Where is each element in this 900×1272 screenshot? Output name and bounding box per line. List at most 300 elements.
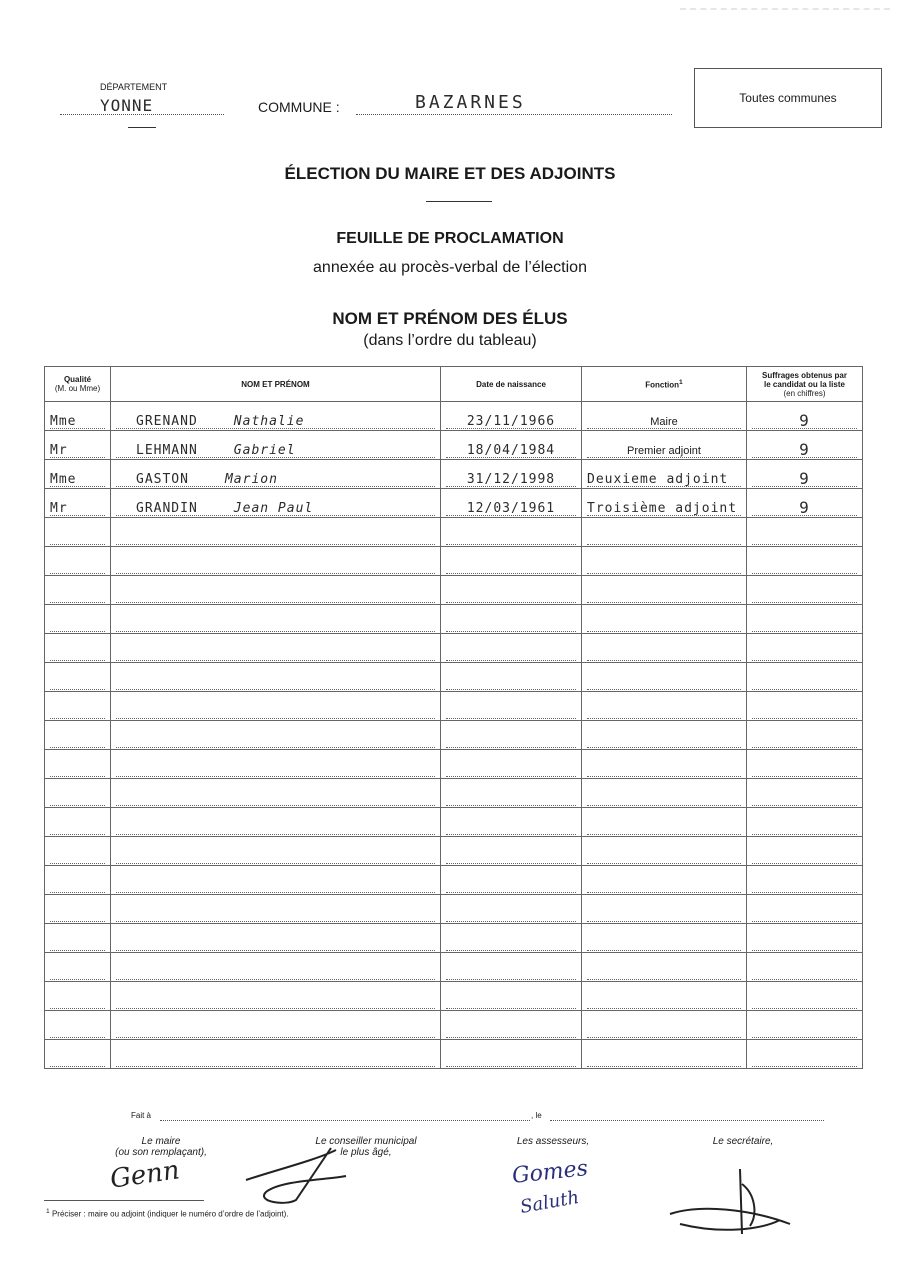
table-row: [45, 866, 863, 895]
cell-line: [50, 675, 105, 690]
cell-line: [116, 1023, 435, 1038]
cell-fonction: [582, 547, 747, 576]
cell-fonction-value: Maire: [650, 415, 678, 428]
cell-suffrages: [747, 750, 863, 779]
cell-suffrages: [747, 576, 863, 605]
cell-line: [587, 733, 741, 748]
cell-line: [446, 965, 576, 980]
cell-line: [752, 646, 857, 661]
cell-line: [752, 1052, 857, 1067]
cell-nom-value: GASTON: [136, 471, 189, 487]
cell-qualite: [45, 837, 111, 866]
cell-fonction: [582, 953, 747, 982]
cell-suffrages: [747, 721, 863, 750]
table-row: [45, 431, 863, 460]
cell-line: [446, 530, 576, 545]
departement-label: DÉPARTEMENT: [100, 82, 168, 92]
header-fonction: Fonction$^1$: [582, 367, 747, 402]
cell-suffrages: [747, 982, 863, 1011]
date-field: [550, 1112, 824, 1121]
cell-line: [50, 1023, 105, 1038]
cell-qualite: [45, 663, 111, 692]
cell-naissance: [441, 634, 582, 663]
cell-naissance: [441, 808, 582, 837]
table-row: [45, 750, 863, 779]
cell-line: [446, 936, 576, 951]
cell-line: [446, 1052, 576, 1067]
cell-line: [587, 530, 741, 545]
cell-qualite: [45, 750, 111, 779]
table-row: [45, 895, 863, 924]
cell-line: [50, 501, 105, 516]
cell-line: [587, 878, 741, 893]
cell-fonction: [582, 924, 747, 953]
cell-line: [50, 762, 105, 777]
cell-qualite: [45, 576, 111, 605]
cell-line: [446, 472, 576, 487]
cell-suffrages: [747, 460, 863, 489]
cell-line: [587, 704, 741, 719]
cell-suffrages: [747, 953, 863, 982]
cell-line: [752, 443, 857, 458]
cell-line: [587, 849, 741, 864]
cell-qualite-value: Mme: [50, 413, 77, 429]
cell-nom: [111, 431, 441, 460]
cell-line: [50, 936, 105, 951]
commune-value: BAZARNES: [415, 92, 526, 113]
table-row: [45, 489, 863, 518]
table-row: [45, 721, 863, 750]
cell-line: [50, 733, 105, 748]
cell-fonction-value: Premier adjoint: [627, 444, 701, 457]
cell-line: [116, 907, 435, 922]
cell-naissance: [441, 605, 582, 634]
cell-line: [752, 559, 857, 574]
cell-fonction: [582, 605, 747, 634]
conseiller-signature: [236, 1140, 356, 1210]
cell-line: [587, 994, 741, 1009]
cell-naissance: [441, 1040, 582, 1069]
cell-line: [116, 675, 435, 690]
cell-line: [116, 617, 435, 632]
cell-line: [752, 675, 857, 690]
cell-line: [116, 414, 435, 429]
cell-line: [446, 878, 576, 893]
cell-suffrages: [747, 808, 863, 837]
cell-naissance: [441, 982, 582, 1011]
cell-qualite-value: Mr: [50, 442, 68, 458]
cell-suffrages: [747, 518, 863, 547]
cell-line: [116, 588, 435, 603]
cell-line: [752, 588, 857, 603]
table-row: [45, 634, 863, 663]
cell-nom: [111, 750, 441, 779]
cell-line: [446, 414, 576, 429]
page-title: ÉLECTION DU MAIRE ET DES ADJOINTS: [284, 164, 616, 183]
cell-qualite: [45, 866, 111, 895]
table-row: [45, 1040, 863, 1069]
cell-fonction: [582, 518, 747, 547]
cell-qualite: [45, 518, 111, 547]
cell-suffrages: [747, 663, 863, 692]
cell-fonction-value: Deuxieme adjoint: [587, 471, 729, 487]
cell-nom: [111, 1011, 441, 1040]
commune-type-box: [694, 68, 882, 128]
cell-suffrages-value: 9: [799, 442, 810, 458]
cell-nom: [111, 547, 441, 576]
cell-nom: [111, 837, 441, 866]
cell-qualite: [45, 895, 111, 924]
cell-line: [116, 530, 435, 545]
cell-line: [752, 472, 857, 487]
cell-line: [116, 443, 435, 458]
cell-line: [587, 936, 741, 951]
cell-nom-value: LEHMANN: [136, 442, 198, 458]
cell-line: [587, 907, 741, 922]
cell-fonction: [582, 895, 747, 924]
cell-line: [587, 762, 741, 777]
cell-line: [587, 675, 741, 690]
cell-line: [50, 704, 105, 719]
cell-naissance-value: 31/12/1998: [466, 471, 556, 487]
cell-qualite: [45, 953, 111, 982]
cell-nom-value: GRENAND: [136, 413, 198, 429]
table-row: [45, 605, 863, 634]
cell-line: [50, 443, 105, 458]
cell-line: [116, 646, 435, 661]
cell-line: [587, 472, 741, 487]
cell-line: [50, 530, 105, 545]
fait-field: [160, 1112, 530, 1121]
cell-naissance: [441, 460, 582, 489]
cell-nom: [111, 634, 441, 663]
cell-line: [752, 414, 857, 429]
table-body: [45, 402, 863, 1069]
cell-naissance: [441, 895, 582, 924]
cell-fonction-value: Troisième adjoint: [587, 500, 738, 516]
cell-line: [752, 617, 857, 632]
assesseur-signature-2: Saluth: [518, 1187, 581, 1218]
cell-line: [446, 443, 576, 458]
cell-line: [116, 791, 435, 806]
cell-naissance: [441, 721, 582, 750]
commune-label: COMMUNE :: [258, 99, 340, 115]
cell-qualite: [45, 634, 111, 663]
cell-line: [50, 907, 105, 922]
cell-naissance: [441, 1011, 582, 1040]
conseiller-label: Le conseiller municipal le plus âgé,: [315, 1136, 417, 1158]
cell-line: [587, 414, 741, 429]
cell-line: [752, 936, 857, 951]
table-row: [45, 808, 863, 837]
cell-naissance: [441, 547, 582, 576]
cell-naissance: [441, 750, 582, 779]
cell-fonction: [582, 431, 747, 460]
cell-naissance: [441, 866, 582, 895]
scan-mark: [680, 8, 890, 14]
cell-prenom-value: Marion: [224, 471, 278, 487]
table-row: [45, 924, 863, 953]
cell-line: [752, 849, 857, 864]
cell-line: [752, 501, 857, 516]
cell-suffrages: [747, 605, 863, 634]
cell-fonction: [582, 460, 747, 489]
cell-suffrages: [747, 402, 863, 431]
table-header-row: [45, 367, 863, 402]
cell-qualite-value: Mme: [50, 471, 77, 487]
cell-suffrages: [747, 779, 863, 808]
cell-line: [587, 791, 741, 806]
cell-suffrages: [747, 489, 863, 518]
cell-suffrages: [747, 924, 863, 953]
cell-nom: [111, 605, 441, 634]
cell-line: [116, 733, 435, 748]
cell-nom: [111, 402, 441, 431]
cell-line: [587, 820, 741, 835]
cell-fonction: [582, 402, 747, 431]
cell-line: [446, 733, 576, 748]
cell-nom-value: GRANDIN: [136, 500, 198, 516]
cell-naissance: [441, 837, 582, 866]
cell-line: [116, 965, 435, 980]
subtitle: FEUILLE DE PROCLAMATION: [336, 230, 564, 247]
cell-line: [587, 559, 741, 574]
cell-fonction: [582, 1011, 747, 1040]
cell-qualite: [45, 1011, 111, 1040]
cell-nom: [111, 808, 441, 837]
secretaire-label: Le secrétaire,: [712, 1136, 774, 1147]
footnote: $^1$ Préciser : maire ou adjoint (indiquer le numéro d’ordre de l’adjoint).: [46, 1208, 289, 1219]
cell-naissance: [441, 924, 582, 953]
cell-nom: [111, 779, 441, 808]
cell-suffrages: [747, 634, 863, 663]
cell-nom: [111, 576, 441, 605]
cell-line: [446, 994, 576, 1009]
cell-line: [50, 414, 105, 429]
cell-line: [116, 704, 435, 719]
cell-line: [752, 762, 857, 777]
assesseur-signature-1: Gomes: [510, 1156, 590, 1189]
cell-fonction: [582, 779, 747, 808]
table-row: [45, 663, 863, 692]
cell-naissance: [441, 402, 582, 431]
cell-fonction: [582, 837, 747, 866]
cell-qualite: [45, 431, 111, 460]
table-row: [45, 692, 863, 721]
header-nom: NOM ET PRÉNOM: [111, 367, 441, 402]
cell-line: [752, 965, 857, 980]
cell-line: [752, 791, 857, 806]
cell-suffrages: [747, 431, 863, 460]
cell-line: [50, 878, 105, 893]
cell-line: [587, 965, 741, 980]
fait-label: Fait à: [131, 1111, 152, 1120]
cell-nom: [111, 1040, 441, 1069]
cell-line: [752, 820, 857, 835]
cell-line: [752, 704, 857, 719]
cell-naissance: [441, 692, 582, 721]
cell-line: [752, 994, 857, 1009]
header-naissance: Date de naissance: [441, 367, 582, 402]
cell-line: [446, 646, 576, 661]
cell-line: [50, 965, 105, 980]
cell-line: [50, 1052, 105, 1067]
cell-line: [446, 820, 576, 835]
cell-line: [50, 646, 105, 661]
cell-line: [446, 617, 576, 632]
cell-fonction: [582, 489, 747, 518]
cell-fonction: [582, 721, 747, 750]
cell-line: [116, 559, 435, 574]
cell-line: [446, 1023, 576, 1038]
cell-qualite: [45, 402, 111, 431]
cell-fonction: [582, 634, 747, 663]
secretaire-signature: [660, 1164, 800, 1244]
cell-qualite: [45, 605, 111, 634]
cell-fonction: [582, 1040, 747, 1069]
cell-line: [587, 646, 741, 661]
cell-naissance-value: 12/03/1961: [466, 500, 556, 516]
section-title: NOM ET PRÉNOM DES ÉLUS: [332, 309, 568, 328]
cell-line: [587, 617, 741, 632]
cell-prenom-value: Jean Paul: [233, 500, 314, 516]
cell-line: [446, 791, 576, 806]
cell-suffrages-value: 9: [799, 500, 810, 516]
cell-qualite: [45, 982, 111, 1011]
commune-type-text: Toutes communes: [739, 91, 837, 105]
cell-line: [50, 820, 105, 835]
cell-fonction: [582, 808, 747, 837]
cell-line: [50, 559, 105, 574]
cell-line: [752, 530, 857, 545]
cell-nom: [111, 895, 441, 924]
cell-line: [446, 501, 576, 516]
table-row: [45, 518, 863, 547]
cell-qualite: [45, 1040, 111, 1069]
cell-nom: [111, 721, 441, 750]
cell-line: [446, 588, 576, 603]
cell-suffrages: [747, 895, 863, 924]
header-qualite: Qualité (M. ou Mme): [45, 367, 111, 402]
cell-nom: [111, 663, 441, 692]
table-row: [45, 982, 863, 1011]
table-row: [45, 460, 863, 489]
cell-naissance: [441, 576, 582, 605]
cell-nom: [111, 518, 441, 547]
cell-line: [116, 994, 435, 1009]
title-divider: [426, 201, 492, 202]
date-label: , le: [531, 1111, 542, 1120]
cell-fonction: [582, 663, 747, 692]
cell-naissance: [441, 431, 582, 460]
cell-suffrages-value: 9: [799, 413, 810, 429]
cell-line: [587, 588, 741, 603]
departement-value: YONNE: [100, 96, 154, 115]
cell-line: [50, 617, 105, 632]
cell-qualite: [45, 721, 111, 750]
cell-line: [116, 1052, 435, 1067]
table-row: [45, 1011, 863, 1040]
cell-suffrages-value: 9: [799, 471, 810, 487]
cell-line: [50, 588, 105, 603]
cell-line: [50, 849, 105, 864]
cell-line: [50, 472, 105, 487]
cell-line: [752, 907, 857, 922]
subtitle-note: annexée au procès-verbal de l’élection: [313, 259, 587, 276]
cell-fonction: [582, 982, 747, 1011]
departement-underline: [128, 127, 156, 128]
cell-qualite: [45, 460, 111, 489]
cell-line: [446, 704, 576, 719]
table-row: [45, 779, 863, 808]
cell-nom: [111, 982, 441, 1011]
cell-suffrages: [747, 692, 863, 721]
cell-line: [116, 936, 435, 951]
cell-qualite: [45, 692, 111, 721]
cell-naissance: [441, 518, 582, 547]
cell-line: [587, 443, 741, 458]
header-suffrages: Suffrages obtenus par le candidat ou la liste (en chiffres): [747, 367, 863, 402]
cell-line: [50, 994, 105, 1009]
cell-fonction: [582, 750, 747, 779]
cell-line: [587, 1023, 741, 1038]
cell-line: [50, 791, 105, 806]
cell-prenom-value: Gabriel: [233, 442, 296, 458]
elus-table: [44, 366, 863, 1069]
table-row: [45, 837, 863, 866]
cell-nom: [111, 866, 441, 895]
cell-line: [752, 878, 857, 893]
cell-line: [116, 820, 435, 835]
cell-suffrages: [747, 547, 863, 576]
cell-qualite: [45, 547, 111, 576]
cell-line: [446, 762, 576, 777]
cell-prenom-value: Nathalie: [233, 413, 305, 429]
cell-line: [446, 907, 576, 922]
cell-line: [116, 501, 435, 516]
cell-line: [446, 559, 576, 574]
cell-qualite: [45, 808, 111, 837]
cell-suffrages: [747, 866, 863, 895]
cell-nom: [111, 953, 441, 982]
cell-nom: [111, 692, 441, 721]
cell-fonction: [582, 692, 747, 721]
maire-signature: Genn: [108, 1155, 182, 1195]
cell-fonction: [582, 576, 747, 605]
table-row: [45, 402, 863, 431]
cell-suffrages: [747, 1011, 863, 1040]
cell-suffrages: [747, 837, 863, 866]
cell-naissance: [441, 663, 582, 692]
cell-suffrages: [747, 1040, 863, 1069]
cell-qualite: [45, 489, 111, 518]
section-note: (dans l’ordre du tableau): [363, 332, 537, 349]
cell-line: [116, 878, 435, 893]
cell-line: [116, 472, 435, 487]
cell-naissance: [441, 779, 582, 808]
cell-line: [116, 762, 435, 777]
maire-label: Le maire (ou son remplaçant),: [115, 1136, 207, 1158]
cell-naissance-value: 23/11/1966: [466, 413, 556, 429]
cell-line: [587, 501, 741, 516]
table-row: [45, 576, 863, 605]
cell-naissance-value: 18/04/1984: [466, 442, 556, 458]
assesseurs-label: Les assesseurs,: [516, 1136, 590, 1147]
cell-line: [446, 675, 576, 690]
cell-nom: [111, 460, 441, 489]
cell-line: [446, 849, 576, 864]
cell-fonction: [582, 866, 747, 895]
